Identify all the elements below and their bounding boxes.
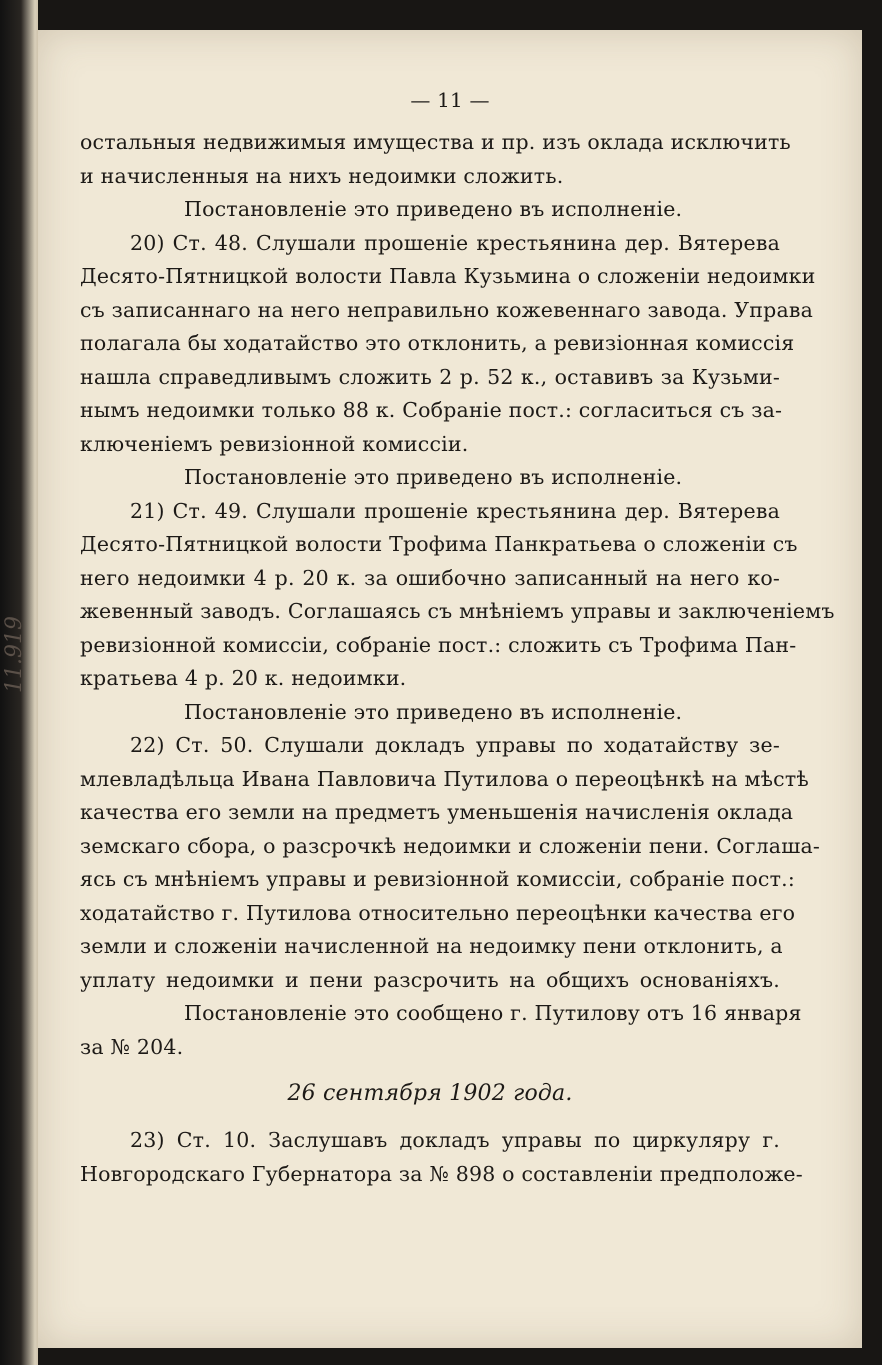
text-line: и начисленныя на нихъ недоимки сложить.	[80, 163, 564, 188]
text-line: ясь съ мнѣніемъ управы и ревизіонной комиссіи, собраніе пост.:	[80, 867, 795, 891]
resolution-note: Постановленіе это приведено въ исполненіе.	[184, 197, 683, 221]
text-line: Новгородскаго Губернатора за № 898 о составленіи предположе-	[80, 1161, 803, 1186]
text-line: съ записаннаго на него неправильно кожевеннаго завода. Управа	[80, 297, 814, 322]
text-line: за № 204.	[80, 1034, 184, 1059]
text-line: кратьева 4 р. 20 к. недоимки.	[80, 666, 407, 690]
margin-handwritten-note: 11.919	[2, 616, 27, 694]
resolution-note: Постановленіе это приведено въ исполненіе.	[184, 699, 683, 724]
text-line: нымъ недоимки только 88 к. Собраніе пост.: согласиться съ за-	[80, 398, 783, 422]
text-line: земли и сложеніи начисленной на недоимку пени отклонить, а	[80, 934, 783, 958]
session-date-heading: 26 сентября 1902 года.	[287, 1081, 573, 1106]
text-line: земскаго сбора, о разсрочкѣ недоимки и сложеніи пени. Соглаша-	[80, 833, 821, 858]
page-number: — 11 —	[410, 88, 490, 112]
text-line: 22) Ст. 50. Слушали докладъ управы по ходатайству зе-	[130, 733, 780, 757]
scan-border-bottom	[38, 1348, 882, 1365]
text-line: 21) Ст. 49. Слушали прошеніе крестьянина дер. Вятерева	[130, 498, 780, 523]
text-line: жевенный заводъ. Соглашаясь съ мнѣніемъ управы и заключеніемъ	[80, 599, 835, 623]
text-line: него недоимки 4 р. 20 к. за ошибочно записанный на него ко-	[80, 565, 780, 590]
text-line: Десято-Пятницкой волости Трофима Панкратьева о сложеніи съ	[80, 532, 798, 556]
text-line: ключеніемъ ревизіонной комиссіи.	[80, 431, 469, 456]
resolution-note: Постановленіе это приведено въ исполненіе.	[184, 465, 683, 489]
text-line: качества его земли на предметъ уменьшенія начисленія оклада	[80, 800, 794, 824]
text-line: млевладѣльца Ивана Павловича Путилова о переоцѣнкѣ на мѣстѣ	[80, 766, 809, 791]
text-line: 23) Ст. 10. Заслушавъ докладъ управы по циркуляру г.	[130, 1128, 780, 1152]
text-line: Постановленіе это сообщено г. Путилову отъ 16 января	[184, 1001, 802, 1025]
text-line: остальныя недвижимыя имущества и пр. изъ оклада исключить	[80, 130, 791, 154]
text-line: уплату недоимки и пени разсрочить на общихъ основаніяхъ.	[80, 967, 780, 992]
text-line: нашла справедливымъ сложить 2 р. 52 к., оставивъ за Кузьми-	[80, 364, 780, 389]
text-line: ходатайство г. Путилова относительно переоцѣнки качества его	[80, 900, 796, 925]
page-text	[80, 88, 835, 1191]
text-line: полагала бы ходатайство это отклонить, а ревизіонная комиссія	[80, 331, 795, 355]
scan-border-right	[862, 0, 882, 1365]
scan-border-top	[38, 0, 882, 30]
text-line: ревизіонной комиссіи, собраніе пост.: сложить съ Трофима Пан-	[80, 632, 797, 657]
text-line: 20) Ст. 48. Слушали прошеніе крестьянина дер. Вятерева	[130, 230, 780, 255]
text-line: Десято-Пятницкой волости Павла Кузьмина о сложеніи недоимки	[80, 264, 816, 288]
body-flow	[80, 126, 835, 1191]
